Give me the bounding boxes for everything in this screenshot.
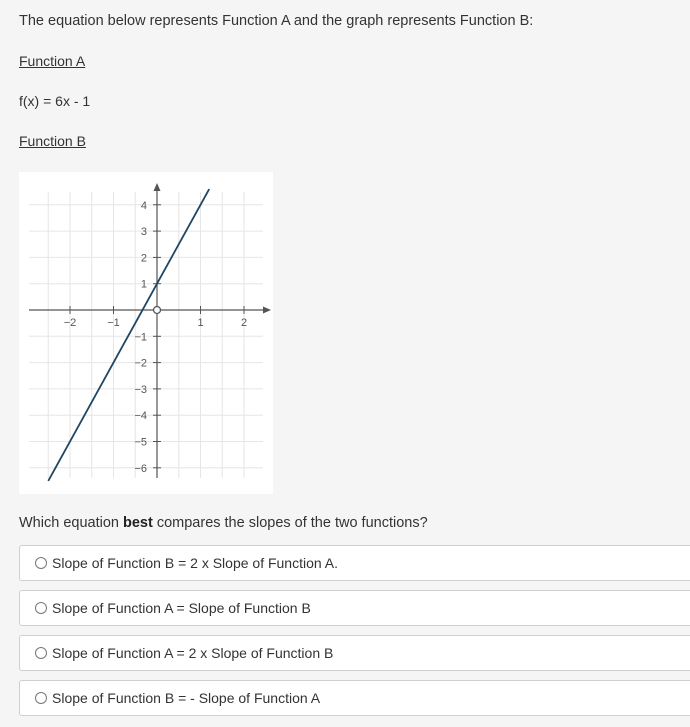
function-a-heading: Function A bbox=[19, 53, 86, 69]
y-tick-label: −6 bbox=[134, 462, 147, 475]
function-b-heading: Function B bbox=[19, 133, 86, 149]
function-a-equation: f(x) = 6x - 1 bbox=[19, 93, 91, 109]
intro-text: The equation below represents Function A and the graph represents Function B: bbox=[19, 13, 534, 29]
y-tick-label: −4 bbox=[134, 410, 147, 423]
y-tick-label: −3 bbox=[134, 383, 147, 396]
question-text bbox=[19, 515, 428, 531]
x-axis-arrow bbox=[263, 307, 271, 314]
origin-marker bbox=[154, 307, 161, 314]
x-tick-label: 2 bbox=[240, 317, 248, 329]
question-bold: best bbox=[122, 515, 153, 531]
x-tick-label: 1 bbox=[197, 317, 204, 329]
question-before: Which equation bbox=[19, 515, 123, 531]
answer-option-label: Slope of Function A = Slope of Function B bbox=[52, 600, 311, 616]
answer-option-3[interactable] bbox=[19, 635, 690, 671]
answer-option-label: Slope of Function A = 2 x Slope of Function B bbox=[52, 645, 334, 661]
function-b-graph bbox=[19, 172, 273, 494]
y-axis-arrow bbox=[154, 183, 161, 191]
y-tick-label: 2 bbox=[140, 252, 147, 265]
y-tick-label: −5 bbox=[134, 436, 147, 449]
y-tick-label: 1 bbox=[140, 278, 147, 291]
graph-svg bbox=[19, 172, 273, 494]
answer-option-1[interactable] bbox=[19, 545, 690, 581]
answer-option-label: Slope of Function B = - Slope of Function A bbox=[52, 690, 321, 706]
radio-button[interactable] bbox=[35, 692, 47, 704]
y-tick-label: 3 bbox=[140, 226, 147, 239]
radio-button[interactable] bbox=[35, 557, 47, 569]
function-b-line bbox=[48, 189, 209, 481]
y-tick-label: 4 bbox=[140, 199, 147, 212]
radio-button[interactable] bbox=[35, 602, 47, 614]
answer-option-4[interactable] bbox=[19, 680, 690, 716]
answer-option-2[interactable] bbox=[19, 590, 690, 626]
radio-button[interactable] bbox=[35, 647, 47, 659]
x-tick-label: −1 bbox=[107, 317, 120, 329]
answer-option-label: Slope of Function B = 2 x Slope of Function A. bbox=[52, 555, 339, 571]
question-after: compares the slopes of the two functions? bbox=[152, 515, 428, 531]
y-tick-label: −1 bbox=[134, 331, 147, 344]
x-tick-label: −2 bbox=[63, 317, 77, 329]
y-tick-label: −2 bbox=[134, 357, 147, 370]
